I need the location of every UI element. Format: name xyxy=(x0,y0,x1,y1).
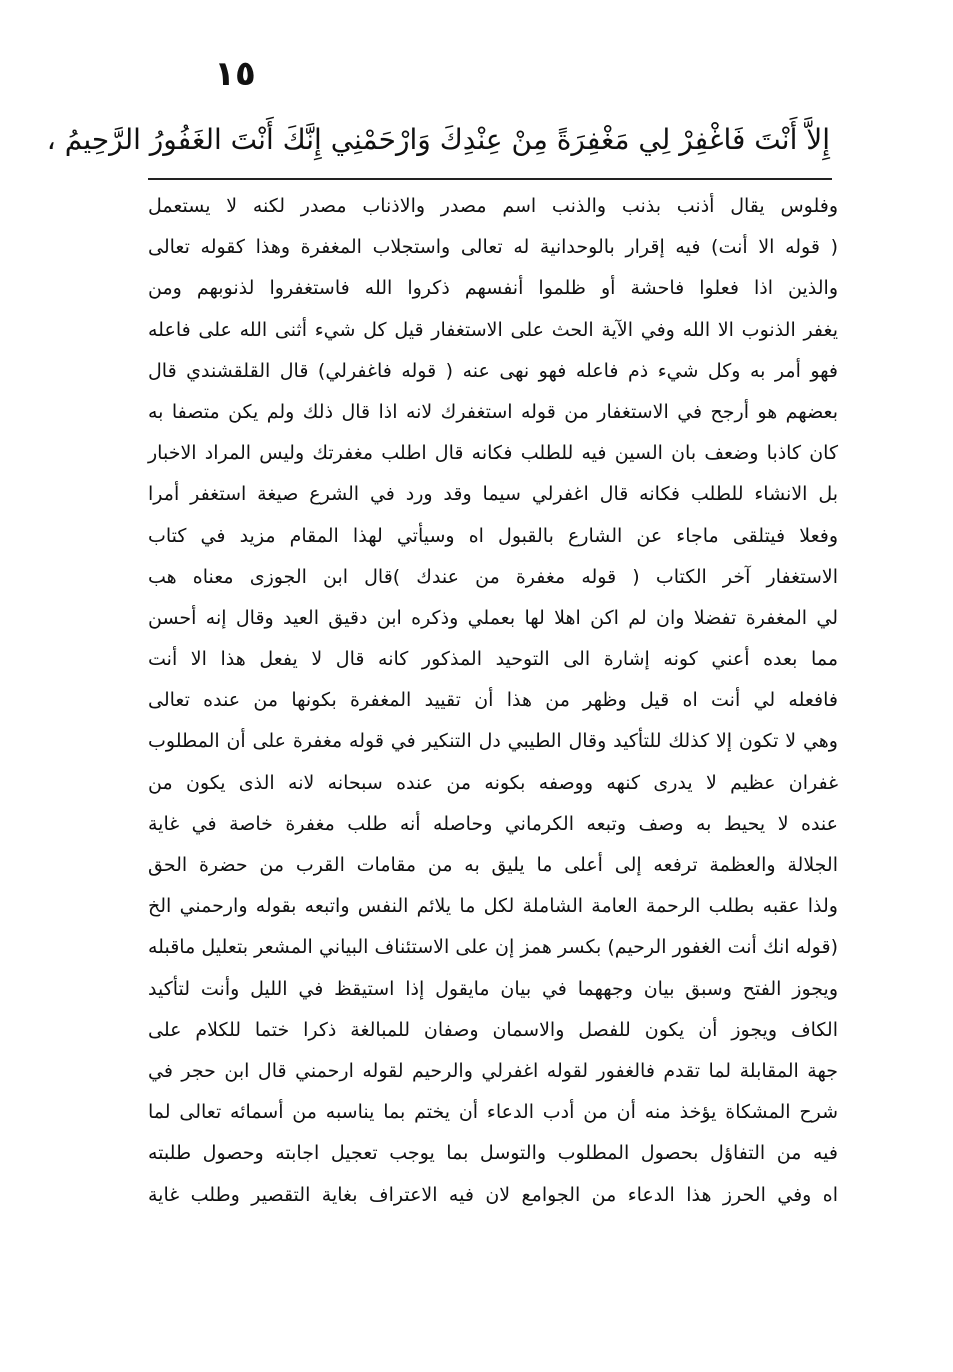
commentary-line: يغفر الذنوب الا الله وفي الآية الحث على الاستغفار قيل كل شيء أثنى الله على فاعله xyxy=(148,318,838,341)
separator-line xyxy=(148,178,832,180)
commentary-line: ويجوز الفتح وسبق بيان وجههما في بيان مايقول إذا استيقظ في الليل وأنت لتأكيد xyxy=(148,977,838,1000)
commentary-line: ( قوله الا أنت) فيه إقرار بالوحدانية له تعالى واستجلاب المغفرة وهذا كقوله تعالى xyxy=(148,236,838,259)
commentary-line: الجلالة والعظمة ترفعه إلى أعلى ما يليق به من مقامات القرب من حضرة الحق xyxy=(148,854,838,876)
commentary-line: غفران عظيم لا يدرى كنهه ووصفه بكونه من عنده سبحانه لانه الذى يكون من xyxy=(148,771,838,794)
commentary-block xyxy=(148,186,838,1216)
commentary-line: بعضهم هو أرجح في الاستغفار من قوله استغفرك لانه اذا قال ذلك ولم يكن متصفا به xyxy=(148,400,838,423)
commentary-line: ولذا عقبه بطلب الرحمة العامة الشاملة لكل ما يلائم النفس واتبعه بقوله وارحمني الخ xyxy=(148,895,838,918)
commentary-line: فافعله لي أنت اه قيل وظهر من هذا أن تقييد المغفرة بكونها من عنده تعالى xyxy=(148,689,838,712)
commentary-line: اه وفي الحرز هذا الدعاء من الجوامع لان فيه الاعتراف بغاية التقصير وطلب غاية xyxy=(148,1183,838,1206)
page-number: ١٥ xyxy=(214,54,256,94)
commentary-line: الاستغفار آخر الكتاب ( قوله مغفرة من عندك )قال ابن الجوزى معناه هب xyxy=(148,565,838,588)
commentary-line: شرح المشكاة يؤخذ منه أن من أدب الدعاء أن يختم بما يناسبه من أسمائه تعالى لما xyxy=(148,1101,838,1124)
commentary-line: كان كاذبا وضعف بان السين فيه للطلب فكانه قال اطلب مغفرتك وليس المراد الاخبار xyxy=(148,442,838,465)
commentary-line: مما بعده أعني كونه إشارة الى التوحيد المذكور كانه قال لا يفعل هذا الا أنت xyxy=(148,648,838,671)
commentary-line: جهة المقابلة لما تقدم فالغفور لقوله اغفرلي والرحيم لقوله ارحمني قال ابن حجر في xyxy=(148,1059,838,1082)
commentary-line: لي المغفرة تفضلا وان لم اكن اهلا لها بعملي وذكره ابن دقيق العيد وقال إنه أحسن xyxy=(148,606,838,629)
commentary-line: وفعلا فيتلقى ماجاء عن الشارع بالقبول اه وسيأتي لهذا المقام مزيد في كتاب xyxy=(148,524,838,547)
commentary-line: الكاف ويجوز أن يكون للفصل والاسمان وصفان للمبالغة ذكرا ختما للكلام على xyxy=(148,1018,838,1041)
commentary-line: فهو أمر به وكل شيء ذم فاعله فهو نهى عنه ( قوله فاغفرلي) قال القلقشندي قال xyxy=(148,359,838,382)
hadith-text: إِلاَّ أَنْتَ فَاغْفِرْ لِي مَغْفِرَةً مِنْ عِنْدِكَ وَارْحَمْنِي إِنَّكَ أَنْتَ الغَفُورُ الرَّحِيمُ ، xyxy=(46,123,830,156)
commentary-line: وفلوس يقال أذنب بذنب والذنب اسم مصدر والاذناب مصدر لكنه لا يستعمل xyxy=(148,195,838,217)
commentary-line: وهي لا تكون إلا كذلك للتأكيد وقال الطيبي دل التنكير في قوله مغفرة على أن المطلوب xyxy=(148,730,838,753)
commentary-line: والذين اذا فعلوا فاحشة أو ظلموا أنفسهم ذكروا الله فاستغفروا لذنوبهم ومن xyxy=(148,277,838,300)
commentary-line: بل الانشاء للطلب فكانه قال اغفرلي سيما وقد ورد في الشرع صيغة استغفر أمرا xyxy=(148,483,838,506)
commentary-line: فيه من التفاؤل بحصول المطلوب والتوسل بما يوجب تعجيل اجابته وحصول طلبته xyxy=(148,1142,838,1165)
commentary-line: عنده لا يحيط به وصف وتبعه الكرماني وحاصله أنه طلب مغفرة خاصة في غاية xyxy=(148,812,838,835)
commentary-line: (قوله انك أنت الغفور الرحيم) بكسر همز إن على الاستئناف البياني المشعر بتعليل ماقبله xyxy=(148,936,838,959)
